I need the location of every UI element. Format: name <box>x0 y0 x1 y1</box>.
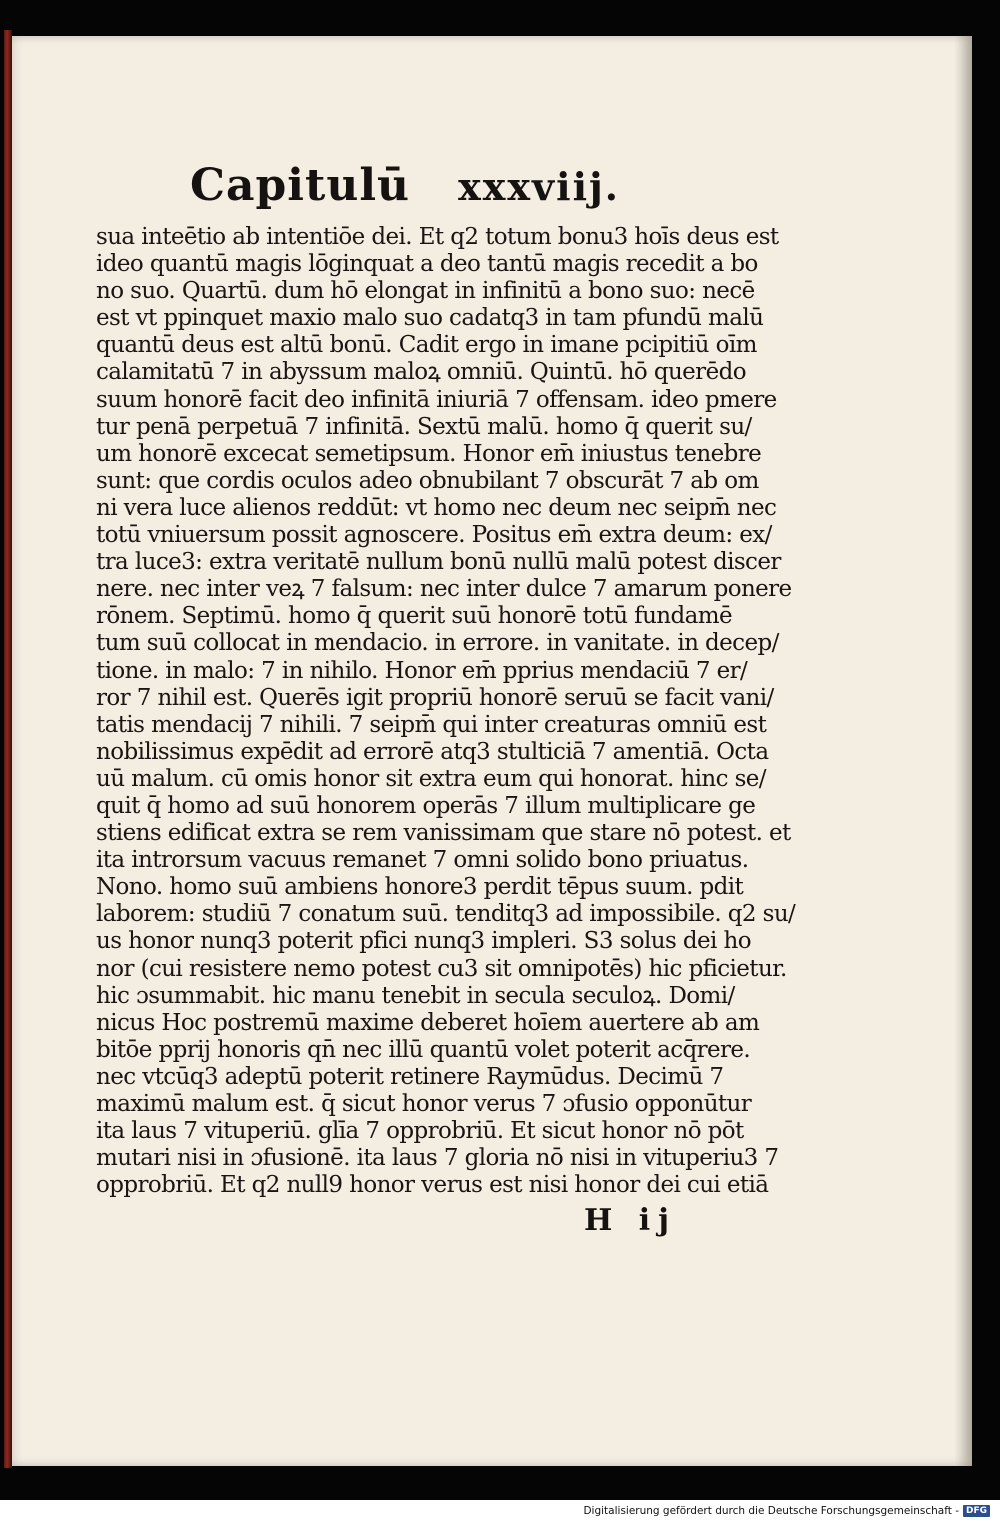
signature-mark: H ij <box>584 1203 678 1238</box>
text-line: sua inteētio ab intentiōe dei. Et q2 totum bonu3 hoīs deus est <box>96 224 779 250</box>
text-line: no suo. Quartū. dum hō elongat in infinitū a bono suo: necē <box>96 278 755 305</box>
text-line: quantū deus est altū bonū. Cadit ergo in imane pcipitiū oīm <box>96 332 757 359</box>
text-line: um honorē excecat semetipsum. Honor em̄ iniustus tenebre <box>96 440 762 467</box>
text-line: ita introrsum vacuus remanet 7 omni solido bono priuatus. <box>96 847 749 874</box>
book-spine-edge <box>4 30 12 1468</box>
text-line: tra luce3: extra veritatē nullum bonū nullū malū potest discer <box>96 549 781 576</box>
footer-text: Digitalisierung gefördert durch die Deutsche Forschungsgemeinschaft - <box>583 1504 959 1517</box>
text-line: bitōe pprij honoris qn̄ nec illū quantū volet poterit acq̄rere. <box>96 1036 751 1063</box>
text-line: Nono. homo suū ambiens honore3 perdit tēpus suum. pdit <box>96 874 744 901</box>
text-line: sunt: que cordis oculos adeo obnubilant 7 obscurāt 7 ab om <box>96 467 759 494</box>
text-line: ita laus 7 vituperiū. glīa 7 opprobriū. Et sicut honor nō pōt <box>96 1118 744 1145</box>
footer-credit <box>0 1500 1000 1521</box>
body-text <box>96 224 796 1199</box>
text-line: stiens edificat extra se rem vanissimam que stare nō potest. et <box>96 820 791 847</box>
text-line: nicus Hoc postremū maxime deberet hoīem auertere ab am <box>96 1009 760 1036</box>
text-line: rōnem. Septimū. homo q̄ querit suū honorē totū fundamē <box>96 603 732 630</box>
dfg-logo: DFG <box>963 1505 990 1517</box>
heading-word: Capitulū <box>190 160 411 211</box>
text-line: nec vtcūq3 adeptū poterit retinere Raymūdus. Decimū 7 <box>96 1063 724 1090</box>
text-line: nere. nec inter veꝝ 7 falsum: nec inter dulce 7 amarum ponere <box>96 576 792 603</box>
text-line: laborem: studiū 7 conatum suū. tenditq3 ad impossibile. q2 su/ <box>96 901 796 928</box>
text-line: mutari nisi in ɔfusionē. ita laus 7 gloria nō nisi in vituperiu3 7 <box>96 1145 779 1172</box>
text-line: est vt ppinquet maxio malo suo cadatq3 in tam pfundū malū <box>96 305 764 332</box>
text-line: maximū malum est. q̄ sicut honor verus 7 ɔfusio opponūtur <box>96 1091 752 1117</box>
text-line: calamitatū 7 in abyssum maloꝝ omniū. Quintū. hō querēdo <box>96 359 746 386</box>
text-line: quit q̄ homo ad suū honorem operās 7 illum multiplicare ge <box>96 792 756 819</box>
text-line: totū vniuersum possit agnoscere. Positus em̄ extra deum: ex/ <box>96 522 772 549</box>
text-line: nobilissimus expēdit ad errorē atq3 stulticiā 7 amentiā. Octa <box>96 738 769 765</box>
text-line: ror 7 nihil est. Querēs igit propriū honorē seruū se facit vani/ <box>96 684 774 711</box>
text-line: tur penā perpetuā 7 infinitā. Sextū malū. homo q̄ querit su/ <box>96 413 752 440</box>
text-line: opprobriū. Et q2 null9 honor verus est nisi honor dei cui etiā <box>96 1172 769 1199</box>
text-line: tione. in malo: 7 in nihilo. Honor em̄ pprius mendaciū 7 er/ <box>96 657 748 684</box>
text-line: suum honorē facit deo infinitā iniuriā 7 offensam. ideo pmere <box>96 386 777 413</box>
text-line: uū malum. cū omis honor sit extra eum qui honorat. hinc se/ <box>96 765 766 792</box>
text-line: ni vera luce alienos reddūt: vt homo nec deum nec seipm̄ nec <box>96 494 777 521</box>
text-line: nor (cui resistere nemo potest cu3 sit omnipotēs) hic pficietur. <box>96 955 787 982</box>
chapter-heading <box>190 160 620 211</box>
text-line: tum suū collocat in mendacio. in errore. in vanitate. in decep/ <box>96 630 779 657</box>
text-line: ideo quantū magis lōginquat a deo tantū magis recedit a bo <box>96 251 758 278</box>
text-line: hic ɔsummabit. hic manu tenebit in secula seculoꝝ. Domi/ <box>96 982 735 1009</box>
heading-chapter-number: xxxviij. <box>458 164 620 209</box>
text-line: tatis mendacij 7 nihili. 7 seipm̄ qui inter creaturas omniū est <box>96 711 767 738</box>
text-line: us honor nunq3 poterit pfici nunq3 impleri. S3 solus dei ho <box>96 928 751 955</box>
